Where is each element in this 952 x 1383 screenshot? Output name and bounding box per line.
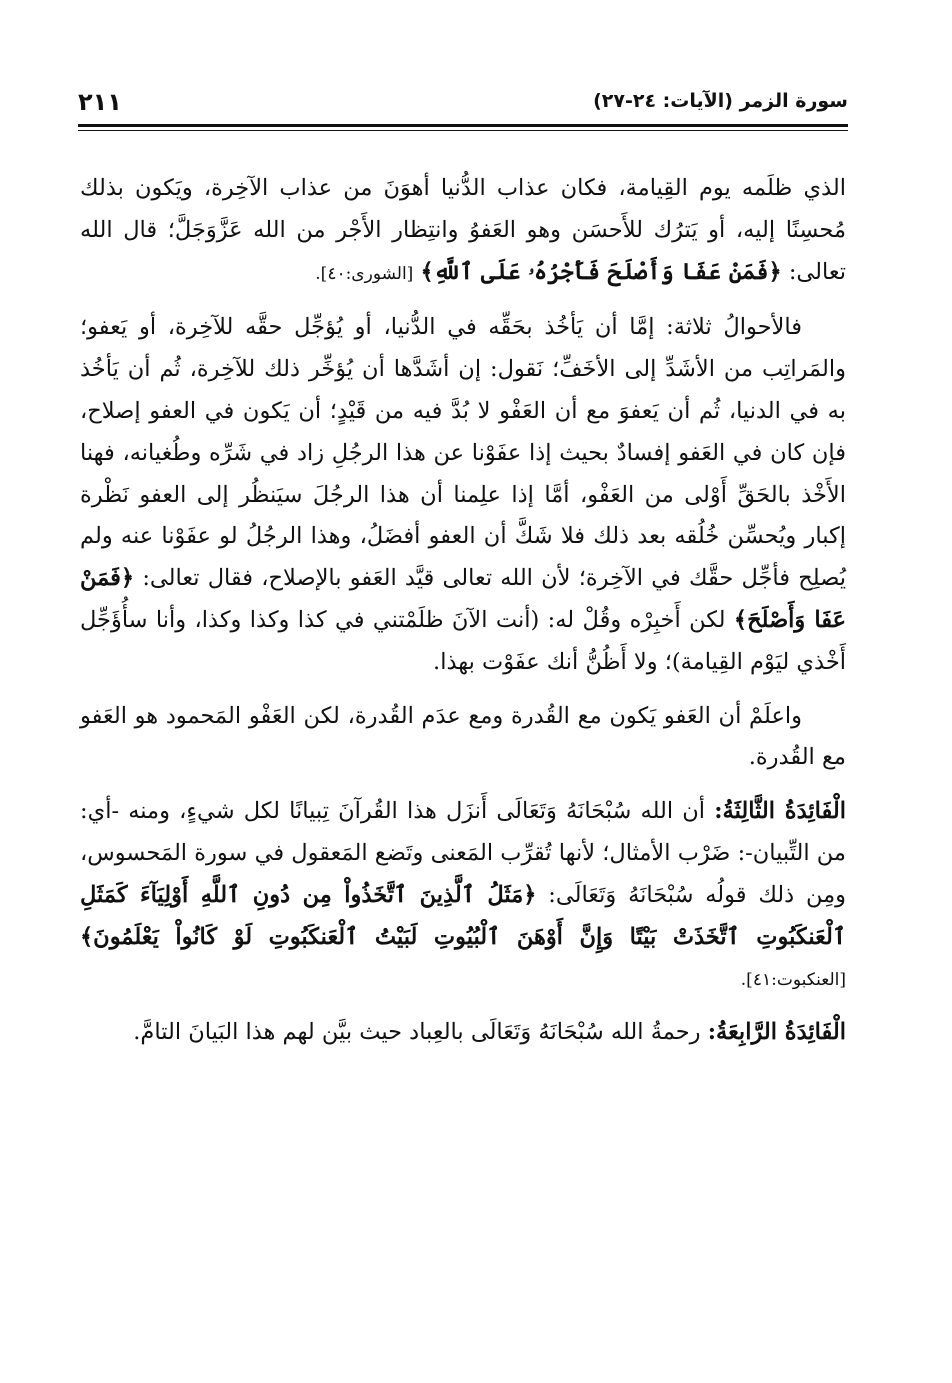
paragraph-2	[80, 307, 846, 683]
benefit-heading-third: الْفَائِدَةُ الثَّالِثَةُ:	[714, 798, 846, 825]
paragraph-3	[80, 696, 846, 780]
verse-reference: [العنكبوت:٤١].	[740, 970, 846, 991]
page-header	[78, 88, 848, 124]
surah-header-title: سورة الزمر (الآيات: ٢٤-٢٧)	[593, 90, 848, 112]
paragraph-3-text: واعلَمْ أن العَفو يَكون مع القُدرة ومع عدَم القُدرة، لكن العَفْو المَحمود هو العَفو مع القُدرة.	[80, 702, 846, 771]
header-rule-thick	[78, 124, 848, 127]
paragraph-1-text: الذي ظلَمه يوم القِيامة، فكان عذاب الدُّنيا أهوَنَ من عذاب الآخِرة، ويَكون بذلك مُحسِنًا إليه، أو يَترُك للأَحسَن وهو العَفوُ وانتِظار الأَجْر من الله عَزَّوَجَلَّ؛ قال الله تعالى:	[80, 175, 846, 285]
paragraph-2-text-start: فالأحوالُ ثلاثة: إمَّا أن يَأخُذ بحَقِّه في الدُّنيا، أو يُؤجِّل حقَّه للآخِرة، أو يَعفو؛ والمَراتِب من الأشَدِّ إلى الأخَفِّ؛ نَقول: إن أشَدَّها أن يُؤخِّر ذلك للآخِرة، ثُم أن يَأخُذ به في الدنيا، ثُم أن يَعفوَ مع أن العَفْو لا بُدَّ فيه من قَيْدٍ؛ أن يَكون في العفو إصلاح، فإن كان في العَفو إفسادٌ بحيث إذا عفَوْنا عن هذا الرجُلِ زاد في شَرِّه وطُغيانه، فهنا الأَخْذ بالحَقِّ أَوْلى من العَفْو، أمَّا إذا علِمنا أن هذا الرجُلَ سيَنظُر إلى العفو نَظْرة إكبار ويُحسِّن خُلُقه بعد ذلك فلا شَكَّ أن العفو أفضَلُ، وهذا الرجُلُ لو عفَوْنا عنه ولم يُصلِح فأجِّل حقَّك في الآخِرة؛ لأن الله تعالى قيَّد العَفو بالإصلاح، فقال تعالى:	[80, 314, 847, 592]
quran-verse-ankabut-41: ﴿مَثَلُ ٱلَّذِينَ ٱتَّخَذُواْ مِن دُونِ ٱللَّهِ أَوْلِيَآءَ كَمَثَلِ ٱلْعَنكَبُوتِ ٱتَّخَذَتْ بَيْتًا وَإِنَّ أَوْهَنَ ٱلْبُيُوتِ لَبَيْتُ ٱلْعَنكَبُوتِ لَوْ كَانُواْ يَعْلَمُونَ﴾	[80, 881, 846, 950]
page-body	[80, 168, 846, 1066]
paragraph-5-text: رحمةُ الله سُبْحَانَهُ وَتَعَالَى بالعِباد حيث بيَّن لهم هذا البَيانَ التامَّ.	[133, 1019, 701, 1046]
paragraph-4-text: أن الله سُبْحَانَهُ وَتَعَالَى أَنزَل هذا القُرآنَ تِبيانًا لكل شيءٍ، ومنه -أي: من التِّبيان-: ضَرْب الأمثال؛ لأنها تُقرِّب المَعنى وتَضع المَعقول في سورة المَحسوس، ومِن ذلك قولُه سُبْحَانَهُ وَتَعَالَى:	[80, 798, 847, 908]
paragraph-5	[80, 1012, 846, 1054]
page-number: ٢١١	[78, 88, 122, 116]
verse-reference: [الشورى:٤٠].	[315, 263, 414, 284]
paragraph-1	[80, 168, 846, 295]
paragraph-2-text-end: لكن أَخبِرْه وقُلْ له: (أنت الآنَ ظلَمْتني في كذا وكذا وكذا، وأنا سأُؤَجِّل أَخْذي ليَوْم القِيامة)؛ ولا أَظُنُّ أنك عفَوْت بهذا.	[80, 606, 846, 675]
paragraph-4	[80, 791, 846, 1002]
quran-verse-inline: ﴿فَمَنْ عَفَا وَأَصْلَحَ﴾	[80, 565, 847, 633]
benefit-heading-fourth: الْفَائِدَةُ الرَّابِعَةُ:	[707, 1019, 846, 1046]
header-rule-thin	[78, 130, 848, 131]
quran-verse-shura-40: ﴿فَمَنْ عَفَا وَأَصْلَحَ فَأَجْرُهُۥ عَلَى ٱللَّهِ﴾	[420, 258, 782, 285]
